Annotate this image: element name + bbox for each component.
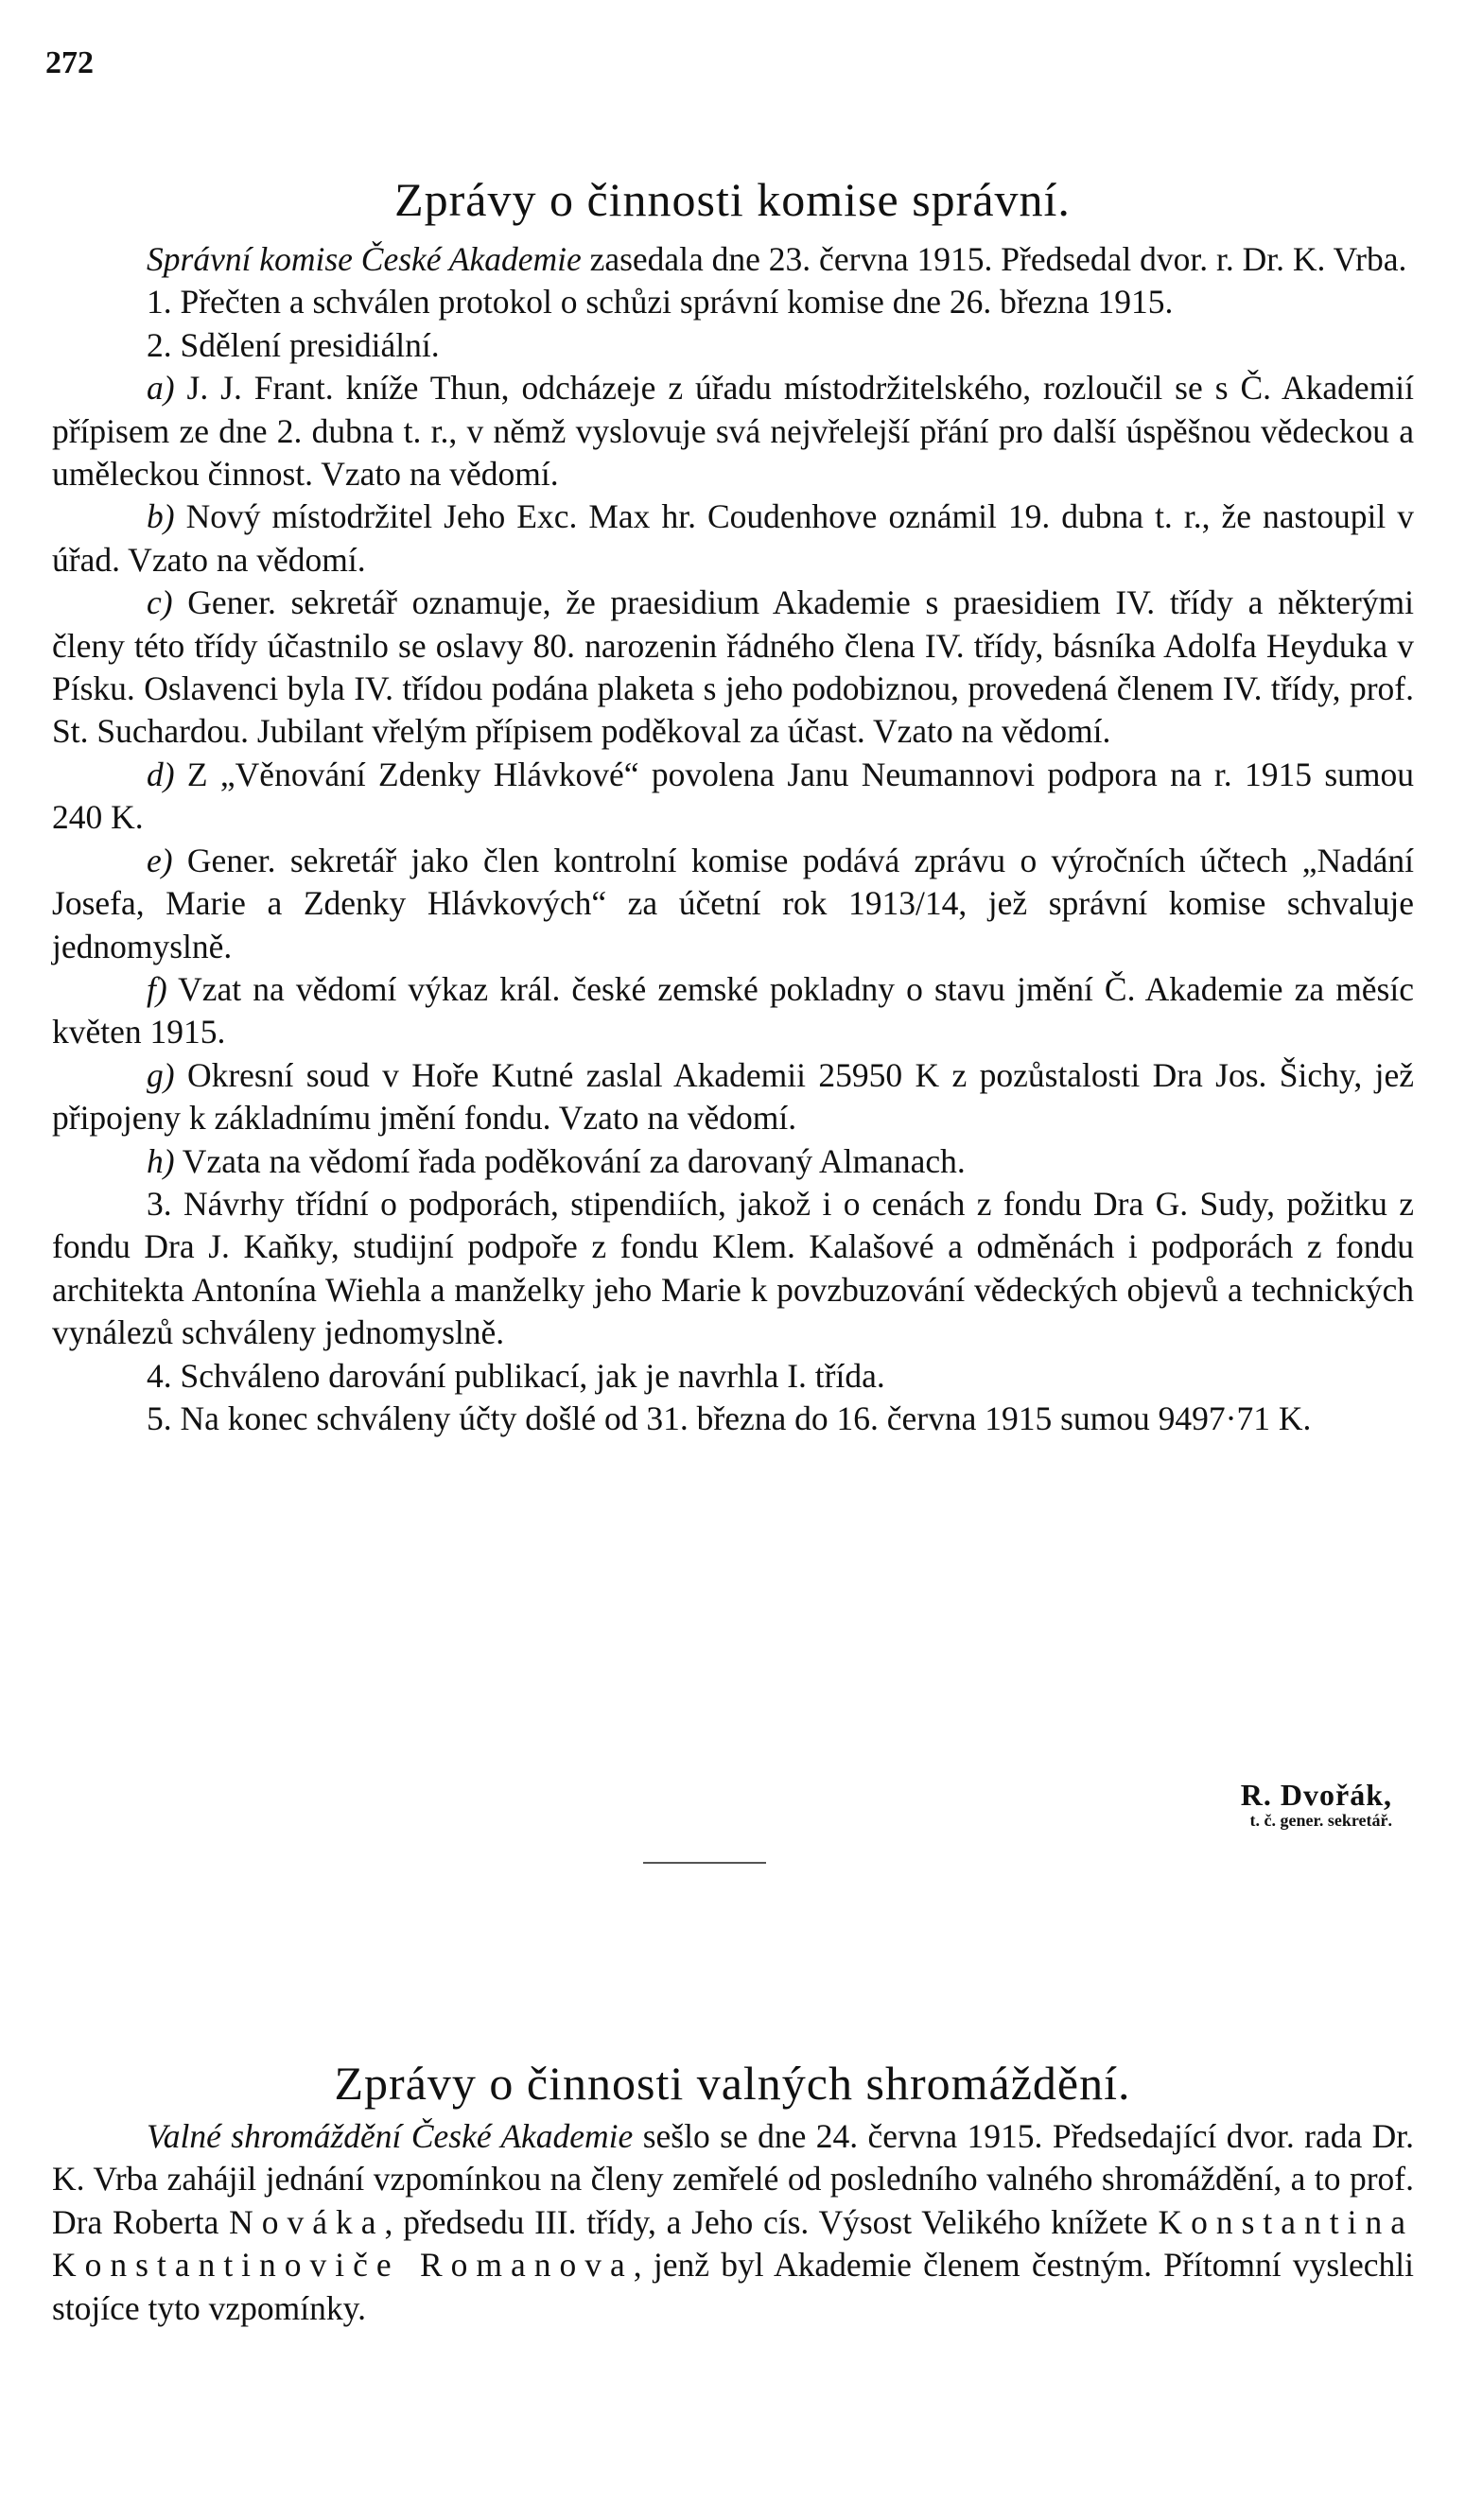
sub-item-a [52, 367, 1414, 495]
item-4: 4. Schváleno darování publikací, jak je navrhla I. třída. [147, 1356, 885, 1395]
assembly-text-a: sešlo se dne 24. června 1915. Předsedající dvor. rada Dr. K. Vrba zahájil jednání vzpomínkou na členy zemřelé od posledního valného shromáždění, a to prof. Dra Roberta [52, 2117, 1414, 2241]
sub-item-label: d) [147, 755, 175, 793]
section-divider [643, 1862, 766, 1864]
item-1: 1. Přečten a schválen protokol o schůzi správní komise dne 26. března 1915. [147, 283, 1174, 322]
sub-item-label: e) [147, 841, 173, 879]
sub-item-c [52, 582, 1414, 754]
assembly-text-b: , předsedu III. třídy, a Jeho cís. Výsost Velikého knížete [384, 2202, 1159, 2241]
assembly-intro-italic: Valné shromáždění České Akademie [147, 2117, 634, 2155]
sub-item-text: Okresní soud v Hoře Kutné zaslal Akademii 25950 K z pozůstalosti Dra Jos. Šichy, jež připojeny k základnímu jmění fondu. Vzato na vědomí. [52, 1055, 1414, 1138]
sub-item-text: Z „Věnování Zdenky Hlávkové“ povolena Janu Neumannovi podpora na r. 1915 sumou 240 K. [52, 755, 1414, 837]
signature-role: t. č. gener. sekretář. [1249, 1811, 1392, 1830]
sub-item-f [52, 968, 1414, 1054]
sub-item-text: Vzat na vědomí výkaz král. české zemské pokladny o stavu jmění Č. Akademie za měsíc květen 1915. [52, 969, 1414, 1051]
assembly-paragraph [52, 2115, 1414, 2330]
sub-item-h [52, 1140, 1414, 1183]
sub-item-b [52, 495, 1414, 582]
member-name-novak: Nováka [229, 2202, 385, 2241]
member-name-romanov: Konstantina Konstantinoviče Romanova [52, 2202, 1414, 2285]
signature [1241, 1778, 1392, 1831]
sub-item-label: c) [147, 583, 173, 622]
intro-text: zasedala dne 23. června 1915. Předsedal dvor. r. Dr. K. Vrba. [581, 240, 1407, 278]
page-number: 272 [45, 45, 94, 80]
sub-item-text: J. J. Frant. kníže Thun, odcházeje z úřadu místodržitelského, rozloučil se s Č. Akademií přípisem ze dne 2. dubna t. r., v němž vyslovuje svá nejvřelejší přání pro další úspěšnou vědeckou a uměleckou činnost. Vzato na vědomí. [52, 369, 1414, 494]
sub-item-e [52, 840, 1414, 968]
sub-item-d [52, 754, 1414, 840]
administrative-commission-report [52, 238, 1414, 1440]
sub-item-text: Gener. sekretář oznamuje, že praesidium Akademie s praesidiem IV. třídy a některými členy této třídy účastnilo se oslavy 80. narozenin řádného člena IV. třídy, básníka Adolfa Heyduka v Písku. Oslavenci byla IV. třídou podána plaketa s jeho podobiznou, provedená členem IV. třídy, prof. St. Suchardou. Jubilant vřelým přípisem poděkoval za účast. Vzato na vědomí. [52, 583, 1414, 751]
sub-item-label: h) [147, 1141, 175, 1180]
item-2: 2. Sdělení presidiální. [147, 325, 440, 364]
sub-item-label: f) [147, 969, 167, 1008]
sub-item-g [52, 1054, 1414, 1140]
item-5: 5. Na konec schváleny účty došlé od 31. března do 16. června 1915 sumou 9497·71 K. [147, 1399, 1312, 1437]
sub-item-text: Vzata na vědomí řada poděkování za darovaný Almanach. [174, 1141, 966, 1180]
sub-item-text: Nový místodržitel Jeho Exc. Max hr. Coudenhove oznámil 19. dubna t. r., že nastoupil v úřad. Vzato na vědomí. [52, 497, 1414, 579]
sub-item-label: g) [147, 1055, 175, 1094]
sub-item-label: a) [147, 369, 175, 408]
sub-item-label: b) [147, 497, 175, 536]
intro-italic: Správní komise České Akademie [147, 240, 582, 278]
signature-name: R. Dvořák, [1240, 1778, 1392, 1812]
intro-paragraph [52, 238, 1414, 281]
section-title-administrative-commission: Zprávy o činnosti komise správní. [394, 172, 1071, 226]
section-title-general-assemblies: Zprávy o činnosti valných shromáždění. [334, 2056, 1131, 2110]
sub-item-text: Gener. sekretář jako člen kontrolní komise podává zprávu o výročních účtech „Nadání Josefa, Marie a Zdenky Hlávkových“ za účetní rok 1913/14, jež správní komise schvaluje jednomyslně. [52, 841, 1414, 965]
item-3: 3. Návrhy třídní o podporách, stipendiích, jakož i o cenách z fondu Dra G. Sudy, požitku z fondu Dra J. Kaňky, studijní podpoře z fondu Klem. Kalašové a odměnách i podporách z fondu architekta Antonína Wiehla a manželky jeho Marie k povzbuzování vědeckých objevů a technických vynálezů schváleny jednomyslně. [52, 1184, 1414, 1352]
general-assembly-report [52, 2115, 1414, 2330]
assembly-text-c: , jenž byl Akademie členem čestným. Přítomní vyslechli stojíce tyto vzpomínky. [52, 2246, 1414, 2327]
